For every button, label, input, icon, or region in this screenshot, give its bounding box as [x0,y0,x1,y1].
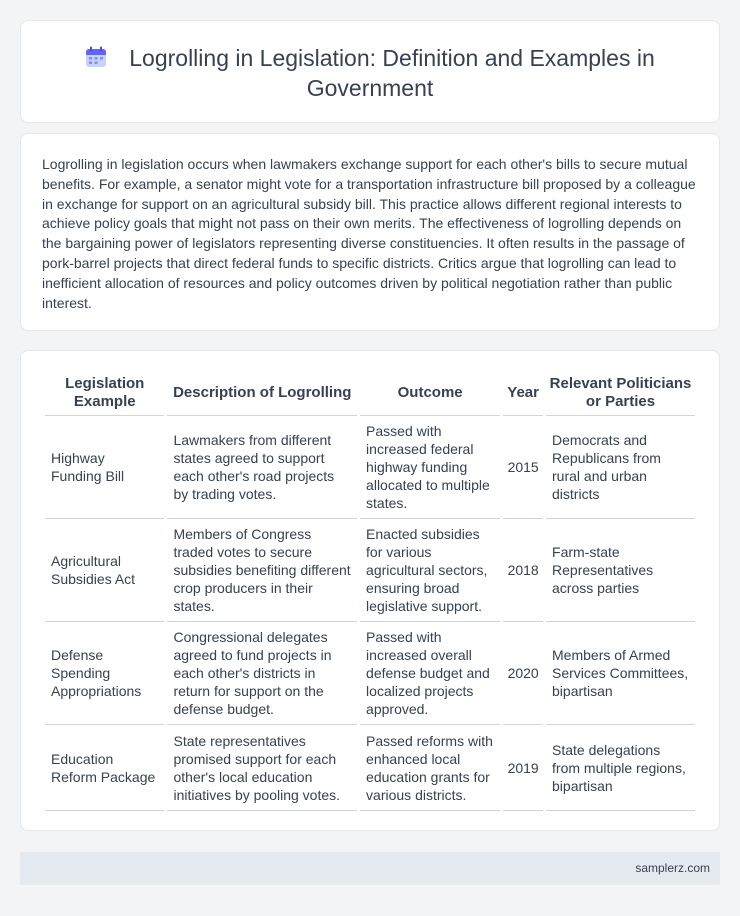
table-row [45,519,695,622]
cell-example: Defense Spending Appropriations [45,622,164,725]
table-card [20,350,720,831]
cell-description: Congressional delegates agreed to fund projects in each other's districts in return for support on the defense budget. [167,622,357,725]
column-header-description: Description of Logrolling [167,371,357,416]
cell-politicians: Democrats and Republicans from rural and urban districts [546,416,695,519]
cell-politicians: State delegations from multiple regions, bipartisan [546,725,695,811]
table-row [45,416,695,519]
cell-outcome: Passed reforms with enhanced local education grants for various districts. [360,725,500,811]
column-header-outcome: Outcome [360,371,500,416]
cell-example: Education Reform Package [45,725,164,811]
page-title: Logrolling in Legislation: Definition and Examples in Government [129,45,655,101]
cell-year: 2018 [503,519,543,622]
header-card [20,20,720,123]
cell-outcome: Passed with increased overall defense budget and localized projects approved. [360,622,500,725]
table-row [45,622,695,725]
cell-year: 2019 [503,725,543,811]
column-header-year: Year [503,371,543,416]
cell-outcome: Enacted subsidies for various agricultural sectors, ensuring broad legislative support. [360,519,500,622]
table-row [45,725,695,811]
cell-description: State representatives promised support for each other's local education initiatives by pooling votes. [167,725,357,811]
cell-description: Lawmakers from different states agreed to support each other's road projects by trading votes. [167,416,357,519]
summary-paragraph: Logrolling in legislation occurs when lawmakers exchange support for each other's bills to secure mutual benefits. For example, a senator might vote for a transportation infrastructure bill proposed by a colleague in exchange for support on an agricultural subsidy bill. This practice allows different regional interests to achieve policy goals that might not pass on their own merits. The effectiveness of logrolling depends on the bargaining power of legislators representing diverse constituencies. It often results in the passage of pork-barrel projects that direct federal funds to specific districts. Critics argue that logrolling can lead to inefficient allocation of resources and policy outcomes driven by political negotiation rather than public interest. [42,156,696,311]
column-header-politicians: Relevant Politicians or Parties [546,371,695,416]
column-header-example: Legislation Example [45,371,164,416]
logrolling-table [42,371,698,811]
cell-politicians: Farm-state Representatives across parties [546,519,695,622]
summary-card [20,133,720,331]
cell-example: Agricultural Subsidies Act [45,519,164,622]
footer-site-link[interactable]: samplerz.com [635,861,710,875]
cell-example: Highway Funding Bill [45,416,164,519]
cell-politicians: Members of Armed Services Committees, bipartisan [546,622,695,725]
calendar-icon [85,46,107,68]
header [21,43,719,103]
cell-year: 2015 [503,416,543,519]
cell-outcome: Passed with increased federal highway funding allocated to multiple states. [360,416,500,519]
footer [20,852,720,885]
cell-description: Members of Congress traded votes to secure subsidies benefiting different crop producers in their states. [167,519,357,622]
table-header-row [45,371,695,416]
cell-year: 2020 [503,622,543,725]
